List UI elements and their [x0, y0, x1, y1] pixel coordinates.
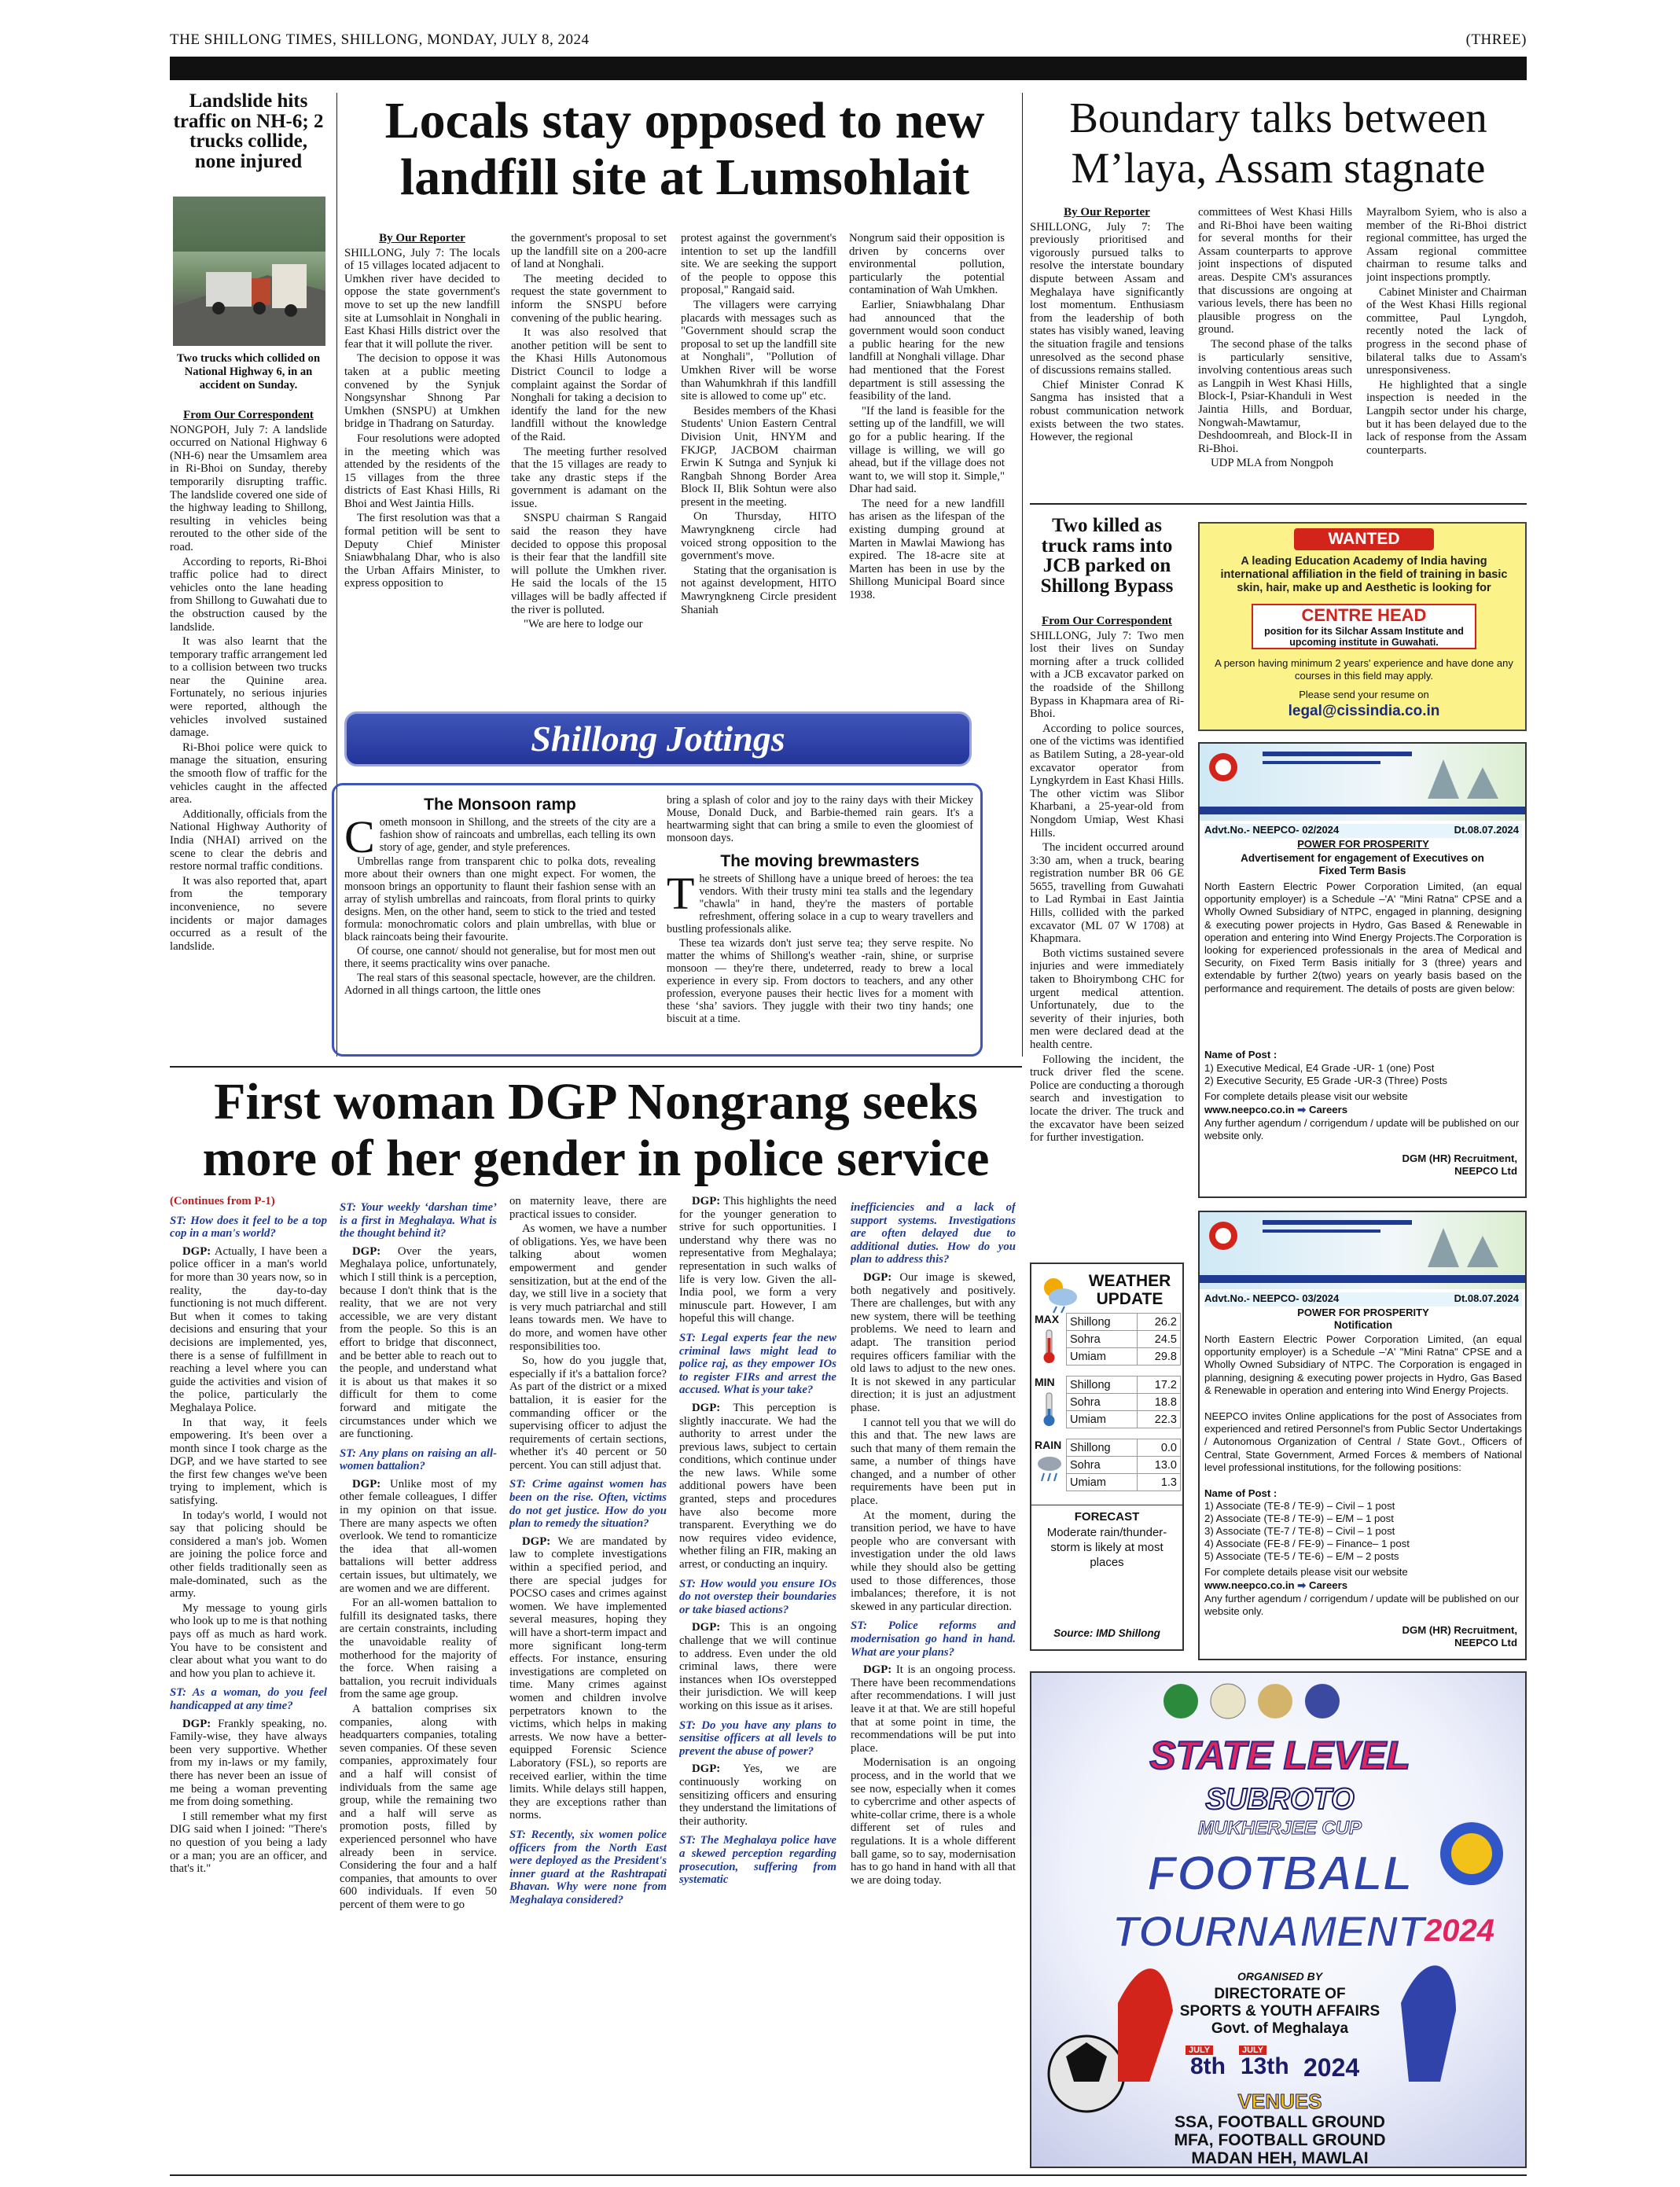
interview-question: ST: Any plans on raising an all-women battalion? — [340, 1446, 497, 1473]
weather-station: Umiam — [1067, 1411, 1138, 1428]
boundary-para: The second phase of the talks is particularly sensitive, involving contentious areas such as Langpih in West Khasi Hills, Block-I, Psiar-Khanduli in West Jaintia Hills, and Borduar, Nongwah-Mawtamur, Deshdoomreah, and Block-II in Ri-Bhoi. — [1198, 337, 1352, 455]
landfill-para: The villagers were carrying placards with messages such as "Government should scrap the proposal to set up the landfill site at Nonghali", "Pollution of Umkhen River will be worse than Wahumkhrah if this landfill site is allowed to come up" etc. — [681, 298, 836, 403]
boundary-col-1 — [1030, 206, 1184, 489]
interview-question: ST: The Meghalaya police have a skewed perception regarding prosecution, suffering from systematic — [679, 1834, 836, 1887]
answer-text: Frankly speaking, no. Family-wise, they have always been very supportive. Whether from my in-laws or my family, there has never been an issue of me being a woman preventing me from doing something. — [170, 1717, 327, 1809]
folio-right: (THREE) — [1465, 31, 1527, 48]
landfill-para: "We are here to lodge our — [524, 618, 643, 631]
neepco-website-note: For complete details please visit our website — [1204, 1566, 1408, 1578]
wanted-ad — [1198, 522, 1527, 731]
arrow-right-icon: ➡ — [1297, 1579, 1309, 1591]
landfill-para: The meeting further resolved that the 15 villages are ready to take any drastic steps if the government is adamant on the issue. — [511, 445, 667, 510]
boundary-para: He highlighted that a single inspection is needed in the Langpih sector under his charge, but it has been delayed due to the lack of response from the Assam counterparts. — [1366, 378, 1527, 457]
interview-answer — [851, 1271, 1016, 1415]
jottings-para: These tea wizards don't just serve tea; they serve respite. No matter the whims of Shillong's weather -rain, shine, or surprise monsoon — they're there, undeterred, ready to brew a local experience in every sip. From doctors to teachers, and any other profession, everyone pauses their hectic lives for a moment with these ‘sha’ saviors. They juggle with their two tiny hands; one biscuit at a time. — [667, 937, 973, 1025]
neepco-advt-row — [1204, 1292, 1522, 1307]
interview-paragraph: In that way, it feels empowering. It's been over a month since I took charge as the DGP, and we have started to see the first few changes we've been trying to implement, which is satisfying. — [170, 1416, 327, 1508]
neepco-post: 2) Associate (TE-8 / TE-9) – E/M – 1 post — [1204, 1513, 1394, 1524]
weather-rain-table — [1066, 1439, 1181, 1491]
jottings-para: he streets of Shillong have a unique breed of heroes: the tea vendors. With their trusty mini tea stalls and the legendary "chawla" in hand, they're the masters of portable refreshment, offering solace in a cup to weary travellers and bustling professionals alike. — [667, 873, 973, 935]
weather-title — [1079, 1272, 1181, 1308]
interview-paragraph: So, how do you juggle that, especially if it's a battalion force? As part of the district or a mixed battalion, it is easier for the commanding officer or the supervising officer to adjust the requirements of certain sections, whether it's 40 percent or 50 percent. You can still adjust that. — [509, 1354, 667, 1472]
weather-title-2: UPDATE — [1096, 1290, 1164, 1308]
weather-value: 18.8 — [1137, 1394, 1180, 1411]
boundary-para: SHILLONG, July 7: The previously prioritised and vigorously pursued talks to resolve the interstate boundary dispute between Assam and Meghalaya have significantly lost momentum. Enthusiasm from the leadership of both states has visibly waned, leaving the situation fragile and tensions unresolved as the second phase of discussions remains stalled. — [1030, 220, 1184, 377]
landfill-col-4 — [849, 232, 1005, 704]
weather-rain-label: RAIN — [1035, 1439, 1062, 1451]
landfill-col-1 — [344, 232, 500, 704]
landfill-para: The decision to oppose it was taken at a public meeting convened by the Synjuk Nongsynshar Shnong Par Umkhen (SNSPU) at Umkhen bridge in Thadrang on Saturday. — [344, 352, 500, 431]
page-folio — [170, 31, 1527, 49]
jottings-col-1 — [344, 794, 656, 1049]
interview-answer — [679, 1195, 836, 1325]
answer-speaker: DGP: — [863, 1663, 892, 1677]
landslide-para: It was also learnt that the temporary traffic arrangement led to a collision between two trucks near the Quinine area. Fortunately, no serious injuries were reported, although the vehicles involved sustained damage. — [170, 635, 327, 740]
weather-station: Umiam — [1067, 1348, 1138, 1365]
weather-value: 26.2 — [1137, 1314, 1180, 1331]
weather-value: 22.3 — [1137, 1411, 1180, 1428]
interview-paragraph: I still remember what my first DIG said when I joined: "There's no question of you being a lady or a man; you are an officer, and that's it." — [170, 1810, 327, 1876]
landfill-para: It was also resolved that another petition will be sent to the Khasi Hills Autonomous District Council to lodge a complaint against the Sordar of Nonghali for taking a decision to identify the land for the new landfill without the knowledge of the Raid. — [511, 326, 667, 443]
jottings-para: bring a splash of color and joy to the rainy days with their Mickey Mouse, Donald Duck, and Barbie-themed rain gears. It's a heartwarming sight that can bring a smile to even the gloomiest of monsoon days. — [667, 794, 973, 844]
boundary-headline: Boundary talks between M’laya, Assam stagnate — [1069, 94, 1487, 192]
interview-paragraph: For an all-women battalion to fulfill its designated tasks, there are certain constraints, including the unavoidable reality of motherhood for the majority of the force. When raising a battalion, you recruit individuals from the same age group. — [340, 1597, 497, 1701]
football-dates — [1186, 2045, 1374, 2086]
neepco-title: Advertisement for engagement of Executives on Fixed Term Basis — [1241, 852, 1484, 877]
neepco-banner — [1200, 744, 1525, 821]
football-venues — [1031, 2113, 1527, 2167]
weather-source: Source: IMD Shillong — [1053, 1627, 1160, 1639]
weather-station: Umiam — [1067, 1474, 1138, 1491]
interview-answer — [340, 1478, 497, 1595]
jottings-para: Of course, one cannot/ should not generalise, but for most men out there, it seems practicality wins over panache. — [344, 945, 656, 970]
neepco-careers-link[interactable]: Careers — [1308, 1104, 1348, 1116]
answer-speaker: DGP: — [863, 1270, 892, 1284]
neepco-corrigendum-note: Any further agendum / corrigendum / update will be published on our website only. — [1204, 1593, 1520, 1618]
answer-speaker: DGP: — [352, 1477, 381, 1490]
wanted-intro: A leading Education Academy of India having international affiliation in the field of training in basic skin, hair, make up and Aesthetic is looking for — [1220, 555, 1508, 594]
football-mukherjee: MUKHERJEE CUP — [1197, 1818, 1362, 1839]
answer-speaker: DGP: — [182, 1244, 211, 1258]
jcb-para: According to police sources, one of the victims was identified as Batilem Suting, a 28-year-old excavator operator from Lyngkyrdem in East Khasi Hills. The other victim was Slibor Kharbani, a 25-year-old from Nongdom Umiap, West Khasi Hills. — [1030, 722, 1184, 840]
jottings-para: Umbrellas range from transparent chic to polka dots, revealing more about their owners than one might expect. For women, the monsoon brings an opportunity to flaunt their fashion sense with an array of stylish umbrellas and raincoats, from floral prints to quirky designs. Men, on the other hand, seem to stick to the tried and tested formula: monochromatic colors and plain umbrellas, with blue or black raincoats being their favourite. — [344, 855, 656, 943]
dgp-headline: First woman DGP Nongrang seeks more of her gender in police service — [202, 1073, 990, 1187]
jcb-byline: From Our Correspondent — [1042, 615, 1172, 627]
wanted-position: position for its Silchar Assam Institute and upcoming institute in Guwahati. — [1264, 626, 1464, 648]
trucks-image — [173, 197, 325, 346]
landslide-para: Additionally, officials from the National Highway Authority of India (NHAI) arrived on the scene to clear the debris and restore normal traffic conditions. — [170, 807, 327, 873]
landfill-para: On Thursday, HITO Mawryngkneng circle had voiced strong opposition to the government's move. — [681, 510, 836, 563]
landfill-para: The need for a new landfill has arisen as the lifespan of the existing dumping ground at Marten in Mawlai Mawiong has expired. The 18-acre site at Marten has been in use by the Shillong Municipal Board since 1938. — [849, 497, 1005, 602]
answer-text: Yes, we are continuously working on sensitizing officers and ensuring they understand the limitations of their authority. — [679, 1762, 836, 1828]
football-year: 2024 — [1425, 1913, 1494, 1948]
boundary-para: Chief Minister Conrad K Sangma has insisted that a robust communication network exists between the two states. However, the regional — [1030, 378, 1184, 444]
folio-left: THE SHILLONG TIMES, SHILLONG, MONDAY, JULY 8, 2024 — [170, 31, 590, 48]
neepco-advt-date: Dt.08.07.2024 — [1454, 1292, 1519, 1304]
interview-question: ST: Crime against women has been on the rise. Often, victims do not get justice. How do you plan to remedy the situation? — [509, 1478, 667, 1531]
landfill-col-3 — [681, 232, 836, 704]
answer-text: Actually, I have been a police officer in a man's world for more than 30 years now, so in reality, the day-to-day functioning is not much different. But when it comes to taking decisions and ensuring that your decisions are implemented, yes, there is a sense of fulfillment in reaching a level where you can guide the activities and vision of the police, particularly the Meghalaya Police. — [170, 1244, 327, 1414]
interview-answer — [509, 1535, 667, 1822]
rain-cloud-icon — [1036, 1454, 1063, 1486]
dgp-col-1 — [170, 1195, 327, 2170]
landfill-para: Stating that the organisation is not against development, HITO Mawryngkneng Circle president Shaniah — [681, 564, 836, 616]
weather-value: 0.0 — [1137, 1439, 1180, 1457]
football-venue: SSA, FOOTBALL GROUND — [1175, 2113, 1385, 2131]
dgp-continued: (Continues from P-1) — [170, 1195, 275, 1207]
weather-station: Shillong — [1067, 1377, 1138, 1394]
neepco-website-link[interactable]: www.neepco.co.in — [1204, 1104, 1295, 1116]
weather-forecast-heading: FORECAST — [1031, 1505, 1182, 1524]
dgp-col-3 — [509, 1195, 667, 2170]
answer-text: This highlights the need for the younger generation to strive for such opportunities. I understand why there was no representative from Meghalaya; representation in such walks of life is very low. Given the all-India pool, we form a very minuscule part. However, I am hopeful this will change. — [679, 1195, 836, 1325]
answer-text: We are mandated by law to complete investigations within a specified period, and there are special judges for POCSO cases and crimes against women. We have implemented several measures, hoping they will have a short-term impact and more significant long-term effects. For instance, ensuring investigations are completed on time. Many crimes against women and children involve perpetrators known to the victims, which helps in making arrests. We now have a better-equipped Forensic Science Laboratory (FSL), so reports are received earlier, within the time limits. While delays still happen, they are exceptions rather than norms. — [509, 1535, 667, 1822]
weather-value: 13.0 — [1137, 1457, 1180, 1474]
weather-station: Sohra — [1067, 1331, 1138, 1348]
landfill-para: The first resolution was that a formal petition will be sent to Deputy Chief Minister Sniawbhalang Dhar, who is also the Urban Affairs Minister, to express opposition to — [344, 512, 500, 590]
interview-answer — [340, 1245, 497, 1441]
answer-speaker: DGP: — [692, 1621, 721, 1634]
weather-title-1: WEATHER — [1088, 1272, 1171, 1290]
landslide-para: It was also reported that, apart from the temporary inconvenience, no severe incidents or major damages occurred as a result of the landslide. — [170, 874, 327, 953]
landfill-para: Besides members of the Khasi Students' Union Eastern Central Division Unit, HNYM and FKJGP, JACBOM chairman Erwin K Sutnga and Synjuk ki Rangbah Shnong Border Area Block II, Blik Sohtun were also present in the meeting. — [681, 404, 836, 509]
football-date-day: 8th — [1190, 2053, 1226, 2079]
section-rule — [1030, 503, 1527, 505]
jcb-para: Following the incident, the truck driver fled the scene. Police are conducting a thorough search and investigation to locate the driver. The truck and the excavator have been seized for further investigation. — [1030, 1053, 1184, 1145]
neepco-ad-1 — [1198, 742, 1527, 1198]
neepco-sig-line-2: NEEPCO Ltd — [1454, 1637, 1517, 1649]
answer-speaker: DGP: — [352, 1244, 381, 1258]
neepco-corrigendum-note: Any further agendum / corrigendum / update will be published on our website only. — [1204, 1117, 1520, 1142]
neepco-body: North Eastern Electric Power Corporation Limited, (an equal opportunity employer) is a Schedule –'A' "Mini Ratna" CPSE and a Wholly Owned Subsidiary of NTPC. The Corporation is engaged in planning, designing & executing power projects in Hydro, Gas Based & Renewable in operation and entering into Wind Energy Projects. — [1204, 1333, 1522, 1396]
dgp-col-2 — [340, 1195, 497, 2170]
dgp-col-5 — [851, 1195, 1016, 2170]
landfill-para: the government's proposal to set up the landfill site on a 200-acre of land at Nonghali. — [511, 232, 667, 271]
dgp-col-4 — [679, 1195, 836, 2170]
sun-cloud-icon — [1036, 1270, 1080, 1314]
landslide-para: According to reports, Ri-Bhoi traffic police had to direct vehicles onto the lane heading from Shillong to Guwahati due to the obstruction caused by the landslide. — [170, 555, 327, 634]
football-date-month: JULY — [1239, 2045, 1266, 2055]
landfill-col-2 — [511, 232, 667, 704]
football-org-heading: ORGANISED BY — [1237, 1970, 1323, 1983]
boundary-para: Mayralbom Syiem, who is also a member of the Ri-Bhoi district regional committee, has urged the Assam regional committee chairman to resume talks and joint inspections promptly. — [1366, 206, 1527, 284]
weather-min-label: MIN — [1035, 1376, 1055, 1388]
neepco-logo-icon — [1200, 744, 1525, 821]
football-ad — [1030, 1671, 1527, 2168]
neepco-post: 1) Associate (TE-8 / TE-9) – Civil – 1 post — [1204, 1500, 1395, 1512]
landfill-para: The meeting decided to request the state government to inform the SNSPU before convening of the public hearing. — [511, 272, 667, 325]
wanted-tag: WANTED — [1294, 528, 1434, 550]
arrow-right-icon: ➡ — [1297, 1104, 1309, 1116]
football-state-level: STATE LEVEL — [1149, 1733, 1410, 1777]
interview-paragraph: As women, we have a number of obligations. Yes, we have been talking about women empowerment and gender sensitization, but at the end of the day, we still live in a society that is very much patriarchal and still leans towards men. We have to do more, and women have other responsibilities too. — [509, 1222, 667, 1353]
football-title-1: FOOTBALL — [1147, 1847, 1413, 1901]
boundary-col-3 — [1366, 206, 1527, 489]
interview-paragraph: on maternity leave, there are practical issues to consider. — [509, 1195, 667, 1221]
interview-question: ST: How would you ensure IOs do not overstep their boundaries or take biased actions? — [679, 1577, 836, 1616]
jcb-para: Both victims sustained severe injuries and were immediately taken to Bhoirymbong CHC for urgent medical attention. Unfortunately, due to the severity of their injuries, both men were declared dead at the health centre. — [1030, 946, 1184, 1051]
neepco-tagline: POWER FOR PROSPERITY — [1297, 1307, 1429, 1318]
interview-paragraph: Modernisation is an ongoing process, and in the world that we see now, especially when it comes to cybercrime and other aspects of white-collar crime, there is a whole different set of rules and regulations. It is a whole different ball game, so to say, modernisation has to go hand in hand with all that we are doing today. — [851, 1756, 1016, 1887]
neepco-tagline: POWER FOR PROSPERITY — [1297, 838, 1429, 850]
neepco-post: 4) Associate (FE-8 / FE-9) – Finance– 1 post — [1204, 1538, 1410, 1549]
bottom-rule — [170, 2174, 1527, 2176]
football-date-year: 2024 — [1303, 2053, 1360, 2082]
weather-min-table — [1066, 1376, 1181, 1428]
answer-text: It is an ongoing process. There have been recommendations after recommendations. I will just leave it at that. We are still hopeful that at some point in time, the recommendations will be put into place. — [851, 1663, 1016, 1755]
jottings-heading-2: The moving brewmasters — [720, 852, 920, 870]
weather-station: Sohra — [1067, 1457, 1138, 1474]
landslide-headline: Landslide hits traffic on NH-6; 2 trucks collide, none injured — [173, 90, 324, 172]
neepco-title: Notification — [1333, 1319, 1393, 1331]
boundary-para: committees of West Khasi Hills and Ri-Bhoi have been waiting for several months for their Assam counterparts to approve joint inspections of disputed areas. Despite CM's assurances that discussions are ongoing at various levels, there has been no plausible progress on the ground. — [1198, 206, 1352, 336]
football-org-line: SPORTS & YOUTH AFFAIRS — [1179, 2003, 1380, 2020]
wanted-eligibility: A person having minimum 2 years' experience and have done any courses in this field may apply. — [1215, 657, 1513, 682]
jottings-dropcap: C — [344, 811, 375, 862]
neepco-post: 2) Executive Security, E5 Grade -UR-3 (Three) Posts — [1204, 1075, 1448, 1086]
interview-answer — [170, 1718, 327, 1809]
boundary-para: UDP MLA from Nongpoh — [1211, 457, 1334, 470]
interview-question: ST: Your weekly ‘darshan time’ is a first in Meghalaya. What is the thought behind it? — [340, 1201, 497, 1241]
landfill-para: SNSPU chairman S Rangaid said the reason they have decided to oppose this proposal is their fear that the landfill site will pollute the Umkhen river. He said the locals of the 15 villages will be badly affected if the river is polluted. — [511, 512, 667, 616]
jottings-dropcap: T — [667, 868, 695, 919]
answer-speaker: DGP: — [692, 1762, 721, 1776]
jcb-body — [1030, 615, 1184, 1244]
football-venue: MFA, FOOTBALL GROUND — [1174, 2131, 1386, 2149]
neepco-website-row — [1204, 1579, 1522, 1592]
football-venue: MADAN HEH, MAWLAI — [1191, 2149, 1369, 2167]
neepco-logo-icon — [1200, 1212, 1525, 1289]
answer-text: Unlike most of my other female colleagues, I differ in my opinion on that issue. There are many aspects we often overlook. We tend to romanticize the idea that all-women battalions will better address certain issues, but ultimately, we are women and we are different. — [340, 1477, 497, 1595]
thermometer-cold-icon — [1038, 1391, 1060, 1428]
landslide-photo — [173, 197, 325, 346]
neepco-banner — [1200, 1212, 1525, 1289]
interview-question: ST: Recently, six women police officers from the North East were deployed as the President's inner guard at the Rashtrapati Bhavan. Why were none from Meghalaya considered? — [509, 1828, 667, 1906]
interview-paragraph: A battalion comprises six companies, along with headquarters companies, totaling seven companies. Of these seven companies, approximately four and a half will consist of individuals from the same age group, while the remaining two and a half will serve as promotion posts, filled by experienced personnel who have already been in service. Considering the four and a half companies, that amounts to over 600 individuals. If even 50 percent of them were to go — [340, 1702, 497, 1911]
neepco-advt-no: Advt.No.- NEEPCO- 02/2024 — [1204, 824, 1340, 836]
answer-text: This is an ongoing challenge that we will continue to address. Even under the old criminal laws, there were instances when IOs overstepped their jurisdiction. We will keep working on this issue as it arises. — [679, 1621, 836, 1712]
landfill-headline: Locals stay opposed to new landfill site at Lumsohlait — [384, 92, 985, 206]
answer-text: Over the years, Meghalaya police, unfortunately, which I still think is a perception, because I don't think that is the reality, that we are not very accessible, we are very distant from the people. So this is an effort to bridge that disconnect, and be better able to reach out to the people, and understand what it is about us that makes it so difficult for them to come forward and mitigate the circumstances under which we are functioning. — [340, 1244, 497, 1441]
weather-value: 1.3 — [1137, 1474, 1180, 1491]
weather-forecast: Moderate rain/thunder-storm is likely at most places — [1046, 1526, 1167, 1569]
weather-station: Shillong — [1067, 1314, 1138, 1331]
jcb-para: The incident occurred around 3:30 am, when a truck, bearing registration number BR 06 GE 5655, travelling from Guwahati to Lad Rymbai in East Jaintia Hills, collided with the parked excavator (ML 07 W 1708) at Khapmara. — [1030, 841, 1184, 946]
jcb-para: SHILLONG, July 7: Two men lost their lives on Sunday morning after a truck collided with a JCB excavator parked on the roadside of the Shillong Bypass in Khapmara area of Ri-Bhoi. — [1030, 629, 1184, 721]
section-rule — [170, 1066, 1022, 1068]
boundary-col-2 — [1198, 206, 1352, 489]
interview-question: ST: Legal experts fear the new criminal laws might lead to police raj, as they empower IOs to register FIRs and arrest the accused. What is your take? — [679, 1331, 836, 1397]
landfill-para: "If the land is feasible for the setting up of the landfill, we will go for a public hearing. If the village is willing, we will go ahead, but if the village does not want to, we will stop it. Simple," Dhar had said. — [849, 404, 1005, 496]
interview-question: inefficiencies and a lack of support systems. Investigations are often delayed due to additional duties. How do you plan to address this? — [851, 1201, 1016, 1266]
weather-value: 17.2 — [1137, 1377, 1180, 1394]
football-org-line: Govt. of Meghalaya — [1211, 2020, 1349, 2037]
neepco-advt-date: Dt.08.07.2024 — [1454, 824, 1519, 836]
jottings-para: The real stars of this seasonal spectacle, however, are the children. Adorned in all things cartoon, the little ones — [344, 972, 656, 997]
landfill-para: protest against the government's intention to set up the landfill site. We are seeking the support of the people to oppose this proposal," Rangaid said. — [681, 232, 836, 297]
weather-max-label: MAX — [1035, 1313, 1060, 1325]
weather-max-table — [1066, 1313, 1181, 1365]
neepco-body: North Eastern Electric Power Corporation Limited, (an equal opportunity employer) is a Schedule –'A' "Mini Ratna" CPSE and a Wholly Owned Subsidiary of NTPC, engaged in planning, designing & executing power projects in Hydro, Gas Based & Renewable in operation and entering into Wind Energy Projects.The Corporation is looking for experienced professionals in the area of Medical and Security, on Fixed Term Basis initially for 3 (three) years and extendable by further 2(two) years on yearly basis based on the performance and requirement. The details of posts are given below: — [1204, 880, 1522, 994]
weather-value: 24.5 — [1137, 1331, 1180, 1348]
answer-text: Our image is skewed, both negatively and positively. There are challenges, but with any new system, there will be teething problems. We need to learn and adapt. The transition period requires officers familiar with the old laws to adjust to the new ones. It is not skewed in any particular direction; it is just an adjustment phase. — [851, 1270, 1016, 1414]
weather-station: Shillong — [1067, 1439, 1138, 1457]
wanted-role: CENTRE HEAD — [1301, 605, 1427, 625]
football-venues-heading: VENUES — [1237, 2090, 1322, 2113]
neepco-post: 1) Executive Medical, E4 Grade -UR- 1 (one) Post — [1204, 1062, 1435, 1074]
answer-text: This perception is slightly inaccurate. We had the authority to arrest under the previous laws, subject to certain conditions, which continue under the new laws. While some additional powers have been granted, steps and procedures have also become more transparent. Everything we do now requires video evidence, whether filing an FIR, making an arrest, or conducting an inquiry. — [679, 1401, 836, 1571]
interview-answer — [679, 1762, 836, 1828]
jottings-para: ometh monsoon in Shillong, and the streets of the city are a fashion show of raincoats and umbrellas, each telling its own story of age, gender, and style preferences. — [379, 816, 656, 854]
top-rule-bar — [170, 57, 1527, 80]
neepco-ad-2 — [1198, 1211, 1527, 1660]
neepco-website-note: For complete details please visit our website — [1204, 1090, 1408, 1102]
neepco-sig-line-1: DGM (HR) Recruitment, — [1402, 1624, 1517, 1636]
football-organiser — [1173, 1986, 1387, 2038]
interview-question: ST: How does it feel to be a top cop in a man's world? — [170, 1214, 327, 1241]
neepco-website-row — [1204, 1104, 1522, 1116]
weather-station: Sohra — [1067, 1394, 1138, 1411]
interview-question: ST: As a woman, do you feel handicapped at any time? — [170, 1686, 327, 1712]
neepco-signature — [1402, 1152, 1517, 1178]
answer-speaker: DGP: — [522, 1535, 551, 1548]
wanted-email-link[interactable]: legal@cissindia.co.in — [1288, 703, 1440, 719]
neepco-sig-line-1: DGM (HR) Recruitment, — [1402, 1152, 1517, 1164]
landfill-para: SHILLONG, July 7: The locals of 15 villages located adjacent to Umkhen river have decided to oppose the state government's move to set up the new landfill site at Lumsohlait in Nonghali in East Khasi Hills district over the fear that it will pollute the river. — [344, 246, 500, 351]
interview-answer — [851, 1663, 1016, 1755]
interview-paragraph: My message to young girls who look up to me is that nothing pays off as much as hard work. You have to be consistent and clear about what you want to do and how you plan to achieve it. — [170, 1601, 327, 1680]
interview-paragraph: At the moment, during the transition period, we have to have people who are conversant with investigation under the old laws while they should also be getting used to those differences, those imbalances; therefore, it is not skewed in any particular direction. — [851, 1509, 1016, 1613]
neepco-posts-heading: Name of Post : — [1204, 1487, 1277, 1499]
thermometer-hot-icon — [1038, 1329, 1060, 1365]
jottings-heading-1: The Monsoon ramp — [424, 796, 576, 814]
neepco-advt-row — [1204, 824, 1522, 838]
weather-value: 29.8 — [1137, 1348, 1180, 1365]
answer-speaker: DGP: — [692, 1195, 721, 1207]
boundary-byline: By Our Reporter — [1064, 206, 1150, 219]
neepco-post: 5) Associate (TE-5 / TE-6) – E/M – 2 posts — [1204, 1550, 1399, 1562]
interview-question: ST: Do you have any plans to sensitise officers at all levels to prevent the abuse of power? — [679, 1718, 836, 1758]
neepco-posts-heading: Name of Post : — [1204, 1049, 1277, 1060]
answer-speaker: DGP: — [692, 1401, 721, 1414]
jottings-col-2 — [667, 794, 973, 1049]
interview-paragraph: I cannot tell you that we will do this and that. The new laws are such that many of them remain the same, a number of things have changed, and a number of other requirements have been put in place. — [851, 1416, 1016, 1508]
neepco-website-link[interactable]: www.neepco.co.in — [1204, 1579, 1295, 1591]
boundary-para: Cabinet Minister and Chairman of the West Khasi Hills regional committee, Paul Lyngdoh, recently noted the lack of progress in the second phase of bilateral talks due to Assam's unresponsiveness. — [1366, 285, 1527, 377]
landslide-para: Ri-Bhoi police were quick to manage the situation, ensuring the smooth flow of traffic for the vehicles caught in the affected area. — [170, 741, 327, 807]
interview-answer — [679, 1402, 836, 1571]
landslide-byline: From Our Correspondent — [183, 409, 314, 421]
neepco-advt-no: Advt.No.- NEEPCO- 03/2024 — [1204, 1292, 1340, 1304]
landfill-byline: By Our Reporter — [379, 232, 465, 244]
landslide-para: NONGPOH, July 7: A landslide occurred on National Highway 6 (NH-6) near the Umsamlem area in Ri-Bhoi on Sunday, thereby temporarily disrupting traffic. The landslide covered one side of the highway leading to Shillong, resulting in vehicles being rerouted to the other side of the road. — [170, 423, 327, 553]
neepco-sig-line-2: NEEPCO Ltd — [1454, 1165, 1517, 1178]
column-rule — [1022, 93, 1023, 1057]
landslide-body — [170, 409, 327, 1046]
answer-speaker: DGP: — [182, 1717, 211, 1730]
landfill-para: Four resolutions were adopted in the meeting which was attended by the residents of the 15 villages from the three districts of East Khasi Hills, Ri Bhoi and West Jaintia Hills. — [344, 432, 500, 510]
jottings-banner: Shillong Jottings — [344, 711, 972, 766]
football-org-line: DIRECTORATE OF — [1214, 1986, 1346, 2002]
football-date-day: 13th — [1241, 2053, 1289, 2079]
interview-question: ST: Police reforms and modernisation go hand in hand. What are your plans? — [851, 1619, 1016, 1659]
neepco-post: 3) Associate (TE-7 / TE-8) – Civil – 1 post — [1204, 1525, 1395, 1537]
jcb-headline: Two killed as truck rams into JCB parked on Shillong Bypass — [1040, 515, 1174, 597]
interview-answer — [679, 1621, 836, 1712]
wanted-apply: Please send your resume on — [1299, 689, 1429, 700]
landfill-para: Earlier, Sniawbhalang Dhar had announced that the government would soon conduct a public hearing for the new landfill at Nonghali village. Dhar had mentioned that the Forest department is still assessing the feasibility of the land. — [849, 298, 1005, 403]
football-date-month: JULY — [1186, 2045, 1213, 2055]
interview-answer — [170, 1245, 327, 1415]
landfill-para: Nongrum said their opposition is driven by concerns over environmental pollution, particularly the potential contamination of Wah Umkhen. — [849, 232, 1005, 297]
football-subroto: SUBROTO — [1205, 1783, 1355, 1816]
interview-paragraph: In today's world, I would not say that policing should be considered a man's job. Women are joining the police force and other fields traditionally seen as male-dominated, such as the army. — [170, 1509, 327, 1601]
neepco-body-2: NEEPCO invites Online applications for the post of Associates from experienced and retired Personnel's from Public Sector Undertakings / Autonomous Organization of Central / State Govt., Officers of Central, State Government, Armed Forces & members of National level professional institutions, for the following positions: — [1204, 1410, 1522, 1473]
weather-box — [1030, 1263, 1184, 1651]
neepco-careers-link[interactable]: Careers — [1308, 1579, 1348, 1591]
football-title-2: TOURNAMENT — [1112, 1906, 1425, 1956]
neepco-signature — [1402, 1624, 1517, 1649]
landslide-caption: Two trucks which collided on National Highway 6, in an accident on Sunday. — [176, 352, 321, 391]
